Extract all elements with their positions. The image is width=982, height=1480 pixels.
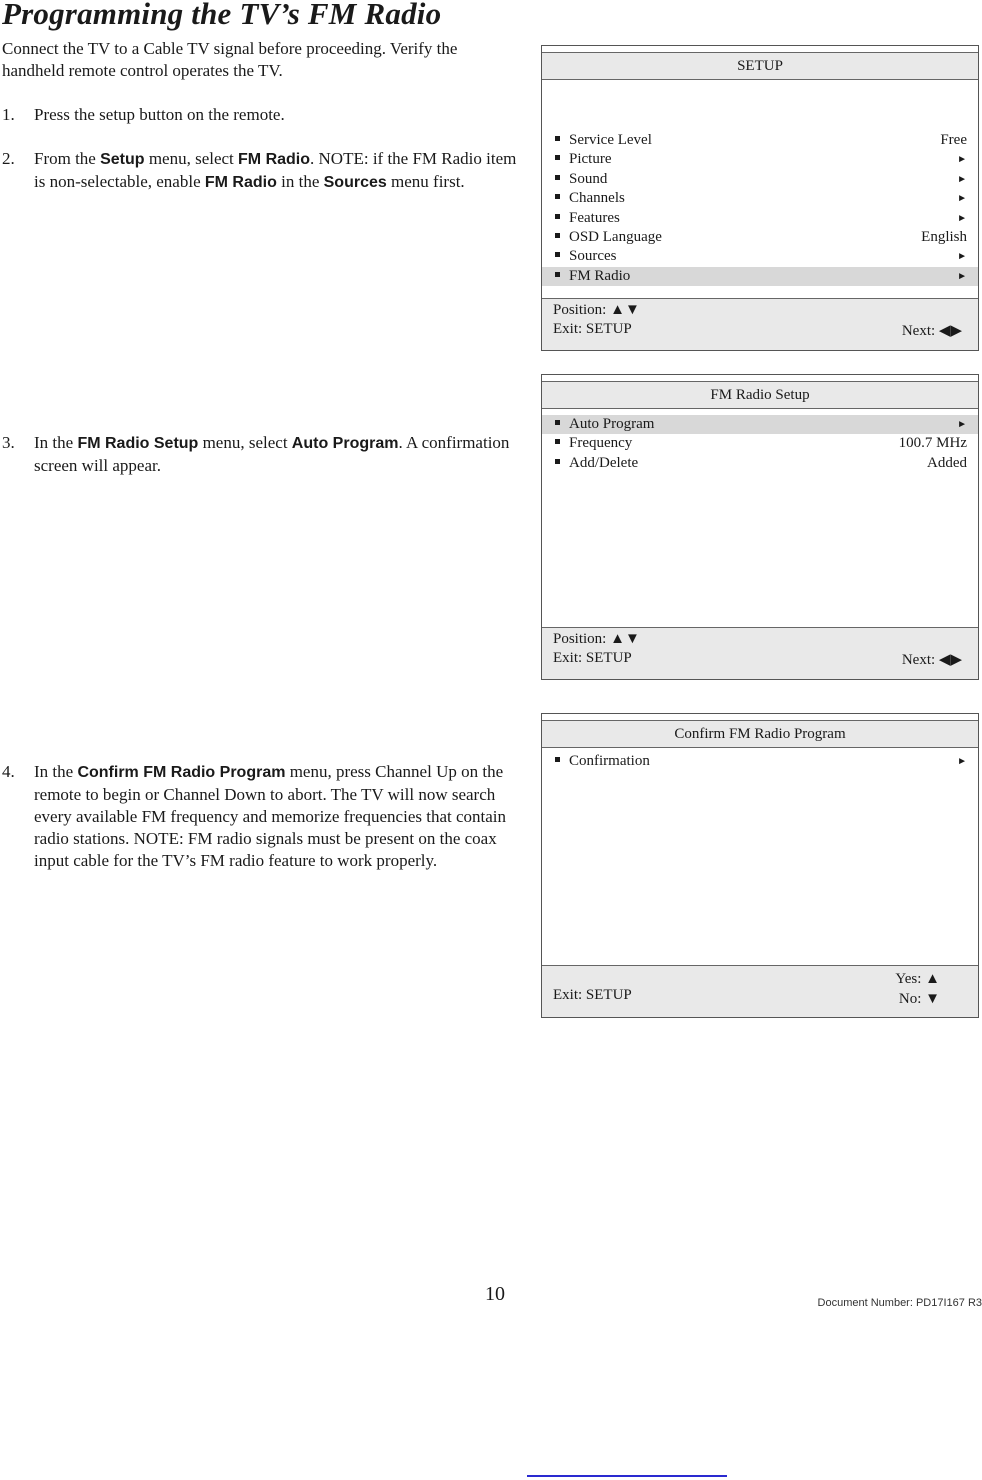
step-text-part: menu, press Channel Up on the remote to begin or Channel Down to abort. The TV will now search every available FM frequency and memorize frequencies that contain radio stations. NOTE: FM radio signals must be present on the coax input cable for the TV’s FM radio feature to work properly. <box>34 762 507 870</box>
menu-item-sound[interactable] <box>542 170 978 189</box>
menu-item-label: Features <box>569 209 620 226</box>
menu-item-value: 100.7 MHz <box>898 435 967 452</box>
next-hint: Next: ◀▶ <box>901 323 962 339</box>
position-hint: Position: ▲▼ <box>553 302 640 318</box>
menu-item-label: Channels <box>569 190 625 207</box>
menu-item-fm-radio[interactable] <box>542 267 978 286</box>
step-text-part: In the <box>34 762 78 781</box>
menu-item-sources[interactable] <box>542 247 978 266</box>
menu-header: FM Radio Setup <box>542 381 978 409</box>
ui-term: Sources <box>323 174 387 191</box>
menu-item-picture[interactable] <box>542 150 978 169</box>
menu-item-service-level[interactable] <box>542 131 978 150</box>
next-hint: Next: ◀▶ <box>901 652 962 668</box>
menu-footer <box>542 965 978 1017</box>
ui-term: FM Radio Setup <box>77 435 199 452</box>
bullet-icon <box>555 459 560 464</box>
arrow-right-icon: ► <box>957 270 967 282</box>
step-text-part: Press the setup button on the remote. <box>34 105 285 124</box>
arrow-right-icon: ► <box>957 251 967 263</box>
step-number: 1. <box>2 105 15 124</box>
bullet-icon <box>555 233 560 238</box>
bullet-icon <box>555 175 560 180</box>
exit-hint: Exit: SETUP <box>553 321 632 337</box>
bullet-icon <box>555 439 560 444</box>
menu-item-label: Auto Program <box>569 416 655 432</box>
menu-footer <box>542 627 978 679</box>
menu-item-value: English <box>921 228 967 245</box>
menu-item-label: Add/Delete <box>569 454 639 471</box>
no-hint: No: ▼ <box>898 991 940 1007</box>
bottom-link-underline <box>527 1475 727 1477</box>
page-title: Programming the TV’s FM Radio <box>2 0 442 31</box>
menu-item-osd-language[interactable] <box>542 228 978 247</box>
menu-items <box>542 752 978 771</box>
confirm-fm-radio-screen <box>541 713 979 1018</box>
step-text <box>34 148 529 194</box>
step-text <box>34 432 529 477</box>
menu-header: SETUP <box>542 52 978 80</box>
step-text-part: menu, select <box>198 433 292 452</box>
menu-header: Confirm FM Radio Program <box>542 720 978 748</box>
step-text-part: in the <box>276 172 324 191</box>
arrow-right-icon: ► <box>957 154 967 166</box>
bullet-icon <box>555 757 560 762</box>
setup-menu-screen <box>541 45 979 351</box>
exit-hint: Exit: SETUP <box>553 650 632 666</box>
page-number: 10 <box>485 1283 505 1305</box>
exit-hint: Exit: SETUP <box>553 987 632 1003</box>
fm-radio-setup-screen <box>541 374 979 680</box>
menu-item-channels[interactable] <box>542 189 978 208</box>
menu-item-label: OSD Language <box>569 228 662 245</box>
bullet-icon <box>555 136 560 141</box>
arrow-right-icon: ► <box>957 173 967 185</box>
step-number: 3. <box>2 433 15 452</box>
bullet-icon <box>555 420 560 425</box>
step-text-part: . A confirmation screen will appear. <box>34 433 510 475</box>
arrow-right-icon: ► <box>957 193 967 205</box>
arrow-right-icon: ► <box>957 756 967 767</box>
document-number: Document Number: PD17I167 R3 <box>817 1297 982 1309</box>
menu-item-label: Service Level <box>569 132 652 148</box>
bullet-icon <box>555 252 560 257</box>
step-text-part: menu, select <box>144 149 239 168</box>
step-text <box>34 104 529 126</box>
ui-term: Auto Program <box>291 435 399 452</box>
step-text-part: From the <box>34 149 101 168</box>
menu-item-value: Added <box>927 454 967 471</box>
menu-item-add-delete[interactable] <box>542 454 978 473</box>
ui-term: Setup <box>100 151 145 168</box>
menu-footer <box>542 298 978 350</box>
menu-item-value: Free <box>940 132 967 148</box>
ui-term: FM Radio <box>238 151 311 168</box>
position-hint: Position: ▲▼ <box>553 631 640 647</box>
step-text-part: . NOTE: if the FM Radio item is non-selectable, enable <box>34 149 517 191</box>
menu-item-frequency[interactable] <box>542 434 978 453</box>
menu-item-label: Sources <box>569 248 617 265</box>
yes-hint: Yes: ▲ <box>895 971 940 987</box>
ui-term: FM Radio <box>204 174 277 191</box>
menu-item-auto-program[interactable] <box>542 415 978 434</box>
menu-item-label: Confirmation <box>569 753 650 769</box>
step-text <box>34 761 529 872</box>
intro-paragraph: Connect the TV to a Cable TV signal before proceeding. Verify the handheld remote control operates the TV. <box>2 39 458 80</box>
step-text-part: menu first. <box>386 172 465 191</box>
arrow-right-icon: ► <box>957 419 967 430</box>
ui-term: Confirm FM Radio Program <box>77 764 286 781</box>
menu-item-label: Sound <box>569 170 608 187</box>
step-number: 2. <box>2 149 15 168</box>
step-text-part: In the <box>34 433 78 452</box>
menu-item-features[interactable] <box>542 209 978 228</box>
bullet-icon <box>555 155 560 160</box>
menu-item-confirmation[interactable] <box>542 752 978 771</box>
bullet-icon <box>555 214 560 219</box>
menu-item-label: Picture <box>569 151 612 168</box>
bullet-icon <box>555 272 560 277</box>
menu-item-label: FM Radio <box>569 267 631 284</box>
menu-item-label: Frequency <box>569 435 633 452</box>
step-number: 4. <box>2 762 15 781</box>
menu-items <box>542 415 978 473</box>
bullet-icon <box>555 194 560 199</box>
menu-items <box>542 131 978 286</box>
arrow-right-icon: ► <box>957 212 967 224</box>
